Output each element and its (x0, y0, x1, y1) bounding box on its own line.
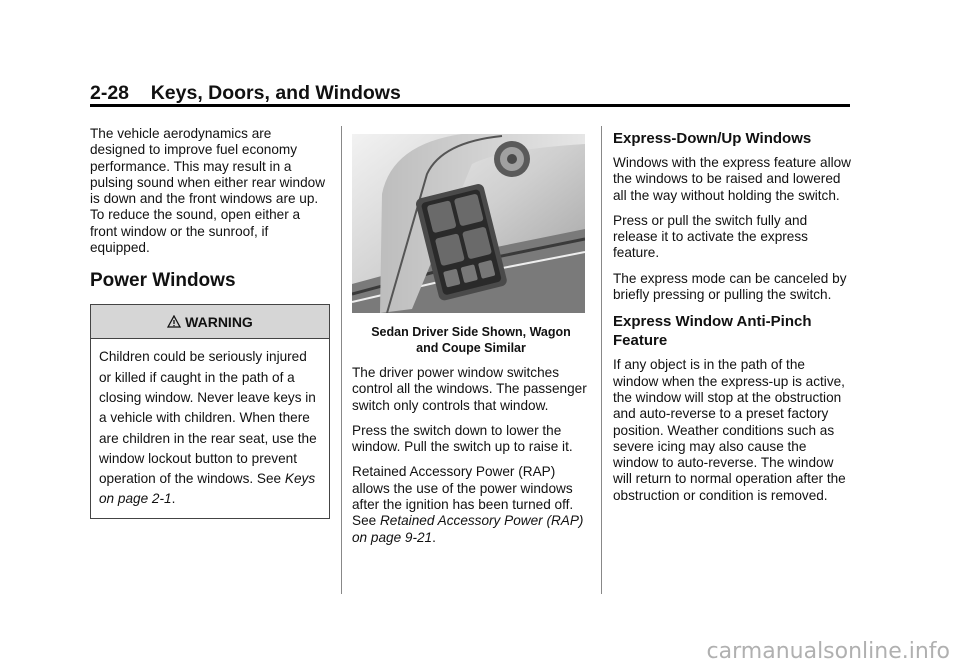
rap-reference-link[interactable]: Retained Accessory Power (RAP) on page 9-21 (352, 513, 584, 545)
heading-express-windows: Express-Down/Up Windows (613, 130, 812, 147)
express-paragraph-3: The express mode can be canceled by briefly pressing or pulling the switch. (613, 270, 847, 303)
section-title-power-windows: Power Windows (90, 270, 236, 292)
warning-text: Children could be seriously injured or killed if caught in the path of a closing window. Never leave keys in a vehicle with children. When there are children in the rear seat, use the window lockout button to prevent operation of the windows. See (99, 349, 317, 487)
caption-line-1: Sedan Driver Side Shown, Wagon (371, 325, 571, 339)
switches-paragraph: The driver power window switches control all the windows. The passenger switch only controls that window. (352, 365, 587, 413)
column-3 (613, 126, 853, 513)
rap-text-end: . (432, 529, 436, 545)
warning-label: WARNING (185, 313, 253, 330)
intro-paragraph: The vehicle aerodynamics are designed to improve fuel economy performance. This may result in a pulsing sound when either rear window is down and the front windows are up. To reduce the sound, open either a front window or the sunroof, if equipped. (90, 126, 326, 256)
warning-text-end: . (171, 491, 176, 507)
rap-paragraph (352, 464, 590, 545)
warning-header (91, 305, 329, 339)
warning-box (90, 304, 330, 518)
heading-anti-pinch: Express Window Anti-Pinch Feature (613, 313, 812, 350)
warning-reference-link[interactable]: Keys on page 2-1 (99, 471, 316, 507)
press-paragraph: Press the switch down to lower the window. Pull the switch up to raise it. (352, 422, 573, 455)
header-rule (90, 104, 850, 107)
column-2 (352, 126, 590, 555)
window-switch-photo (352, 134, 585, 313)
watermark: carmanualsonline.info (706, 639, 950, 664)
warning-triangle-icon (167, 315, 181, 328)
column-1 (90, 126, 330, 519)
rap-text: Retained Accessory Power (RAP) allows the use of the power windows after the ignition has been turned off. See (352, 464, 574, 529)
photo-caption (352, 324, 590, 356)
express-paragraph-2: Press or pull the switch fully and release it to activate the express feature. (613, 212, 808, 261)
column-divider-right (601, 126, 602, 594)
express-paragraph-1: Windows with the express feature allow the windows to be raised and lowered all the way without holding the switch. (613, 155, 851, 203)
chapter-title: Keys, Doors, and Windows (150, 82, 401, 104)
caption-line-2: and Coupe Similar (416, 341, 526, 355)
page-header (90, 82, 401, 105)
warning-body (91, 339, 329, 517)
page-number: 2-28 (90, 82, 130, 104)
anti-pinch-paragraph: If any object is in the path of the window when the express-up is active, the window will stop at the obstruction and auto-reverse to a preset factory position. Weather conditions such as severe icing may also cause the window to auto-reverse. The window will return to normal operation after the obstruction or condition is removed. (613, 357, 846, 503)
column-divider-left (341, 126, 342, 594)
